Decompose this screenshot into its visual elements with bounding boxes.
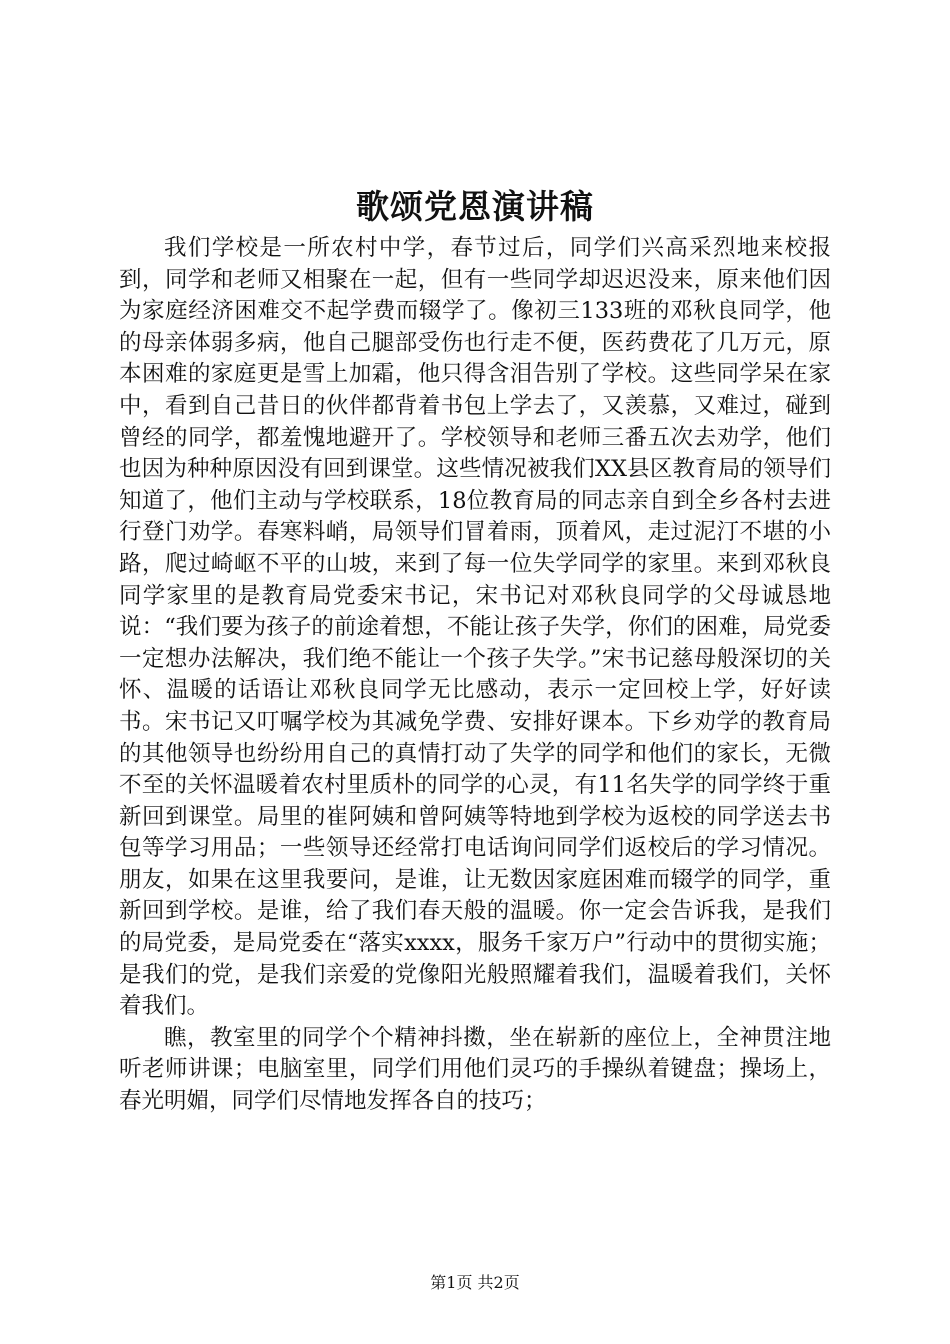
document-body bbox=[119, 233, 831, 1118]
document-title: 歌颂党恩演讲稿 bbox=[356, 187, 594, 226]
paragraph-2: 瞧，教室里的同学个个精神抖擞，坐在崭新的座位上，全神贯注地听老师讲课；电脑室里，同学们用他们灵巧的手操纵着键盘；操场上，春光明媚，同学们尽情地发挥各自的技巧； bbox=[119, 1024, 831, 1115]
paragraph-1: 我们学校是一所农村中学，春节过后，同学们兴高采烈地来校报到，同学和老师又相聚在一起，但有一些同学却迟迟没来，原来他们因为家庭经济困难交不起学费而辍学了。像初三133班的邓秋良同学，他的母亲体弱多病，他自己腿部受伤也行走不便，医药费花了几万元，原本困难的家庭更是雪上加霜，他只得含泪告别了学校。这些同学呆在家中，看到自己昔日的伙伴都背着书包上学去了，又羡慕，又难过，碰到曾经的同学，都羞愧地避开了。学校领导和老师三番五次去劝学，他们也因为种种原因没有回到课堂。这些情况被我们XX县区教育局的领导们知道了，他们主动与学校联系，18位教育局的同志亲自到全乡各村去进行登门劝学。春寒料峭，局领导们冒着雨，顶着风，走过泥汀不堪的小路，爬过崎岖不平的山坡，来到了每一位失学同学的家里。来到邓秋良同学家里的是教育局党委宋书记，宋书记对邓秋良同学的父母诚恳地说：“我们要为孩子的前途着想，不能让孩子失学，你们的困难，局党委一定想办法解决，我们绝不能让一个孩子失学。”宋书记慈母般深切的关怀、温暖的话语让邓秋良同学无比感动，表示一定回校上学，好好读书。宋书记又叮嘱学校为其减免学费、安排好课本。下乡劝学的教育局的其他领导也纷纷用自己的真情打动了失学的同学和他们的家长，无微不至的关怀温暖着农村里质朴的同学的心灵，有11名失学的同学终于重新回到课堂。局里的崔阿姨和曾阿姨等特地到学校为返校的同学送去书包等学习用品；一些领导还经常打电话询问同学们返校后的学习情况。朋友，如果在这里我要问，是谁，让无数因家庭困难而辍学的同学，重新回到学校。是谁，给了我们春天般的温暖。你一定会告诉我，是我们的局党委，是局党委在“落实xxxx，服务千家万户”行动中的贯彻实施；是我们的党，是我们亲爱的党像阳光般照耀着我们，温暖着我们，关怀着我们。 bbox=[119, 235, 831, 1020]
page-footer: 第1页 共2页 bbox=[430, 1273, 520, 1292]
